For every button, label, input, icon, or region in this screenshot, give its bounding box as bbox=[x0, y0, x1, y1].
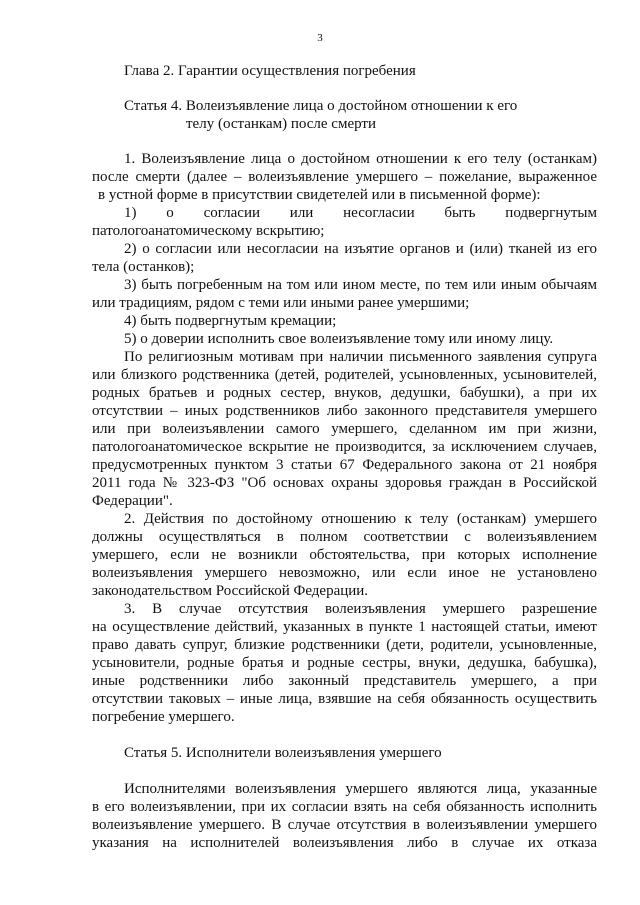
article-4-line: По религиозным мотивам при наличии письменного заявления супруга bbox=[124, 349, 597, 365]
article-4-line: или близкого родственника (детей, родителей, усыновленных, усыновителей, bbox=[92, 367, 597, 383]
article-5-line: волеизъявление умершего. В случае отсутствия в волеизъявлении умершего bbox=[92, 817, 597, 833]
article-4-line: родных братьев и родных сестер, внуков, дедушки, бабушки), а при их bbox=[92, 385, 597, 401]
article-4-line: патологоанатомическое вскрытие не производится, за исключением случаев, bbox=[92, 439, 597, 455]
article-4-line: в устной форме в присутствии свидетелей или в письменной форме): bbox=[98, 187, 541, 203]
article-4-title-line-1: Статья 4. Волеизъявление лица о достойном отношении к его bbox=[124, 98, 518, 114]
article-4-line: 5) о доверии исполнить свое волеизъявление тому или иному лицу. bbox=[124, 331, 554, 347]
article-4-line: умершего, если не возникли обстоятельства, при которых исполнение bbox=[92, 547, 597, 563]
article-4-line: 2) о согласии или несогласии на изъятие органов и (или) тканей из его bbox=[124, 241, 597, 257]
article-4-line: отсутствии – иных родственников либо законного представителя умершего bbox=[92, 403, 597, 419]
article-4-line: должны осуществляться в полном соответствии с волеизъявлением bbox=[92, 529, 597, 545]
article-4-line: предусмотренных пунктом 3 статьи 67 Федерального закона от 21 ноября bbox=[92, 457, 597, 473]
article-4-line: на осуществление действий, указанных в пункте 1 настоящей статьи, имеют bbox=[92, 619, 597, 635]
article-5-line: указания на исполнителей волеизъявления либо в случае их отказа bbox=[92, 835, 597, 851]
article-5-line: в его волеизъявлении, при их согласии взять на себя обязанность исполнить bbox=[92, 799, 597, 815]
article-5-title: Статья 5. Исполнители волеизъявления умершего bbox=[124, 745, 442, 761]
article-4-line: отсутствии таковых – иные лица, взявшие на себя обязанность осуществить bbox=[92, 691, 597, 707]
article-4-line: или при волеизъявлении самого умершего, сделанном им при жизни, bbox=[92, 421, 597, 437]
article-4-line: после смерти (далее – волеизъявление умершего – пожелание, выраженное bbox=[92, 169, 597, 185]
page-number: 3 bbox=[317, 32, 323, 44]
article-4-line: право давать супруг, близкие родственники (дети, родители, усыновленные, bbox=[92, 637, 597, 653]
article-4-line: патологоанатомическому вскрытию; bbox=[92, 223, 325, 239]
article-4-line: погребение умершего. bbox=[92, 709, 235, 725]
article-4-line: 3. В случае отсутствия волеизъявления умершего разрешение bbox=[124, 601, 597, 617]
article-4-line: 1. Волеизъявление лица о достойном отношении к его телу (останкам) bbox=[124, 151, 597, 167]
chapter-title: Глава 2. Гарантии осуществления погребения bbox=[124, 63, 416, 79]
article-4-line: или традициям, рядом с теми или иными ранее умершими; bbox=[92, 295, 470, 311]
article-4-line: иные родственники либо законный представитель умершего, а при bbox=[92, 673, 597, 689]
article-4-line: 3) быть погребенным на том или ином месте, по тем или иным обычаям bbox=[124, 277, 597, 293]
article-4-line: тела (останков); bbox=[92, 259, 195, 275]
article-4-title-line-2: телу (останкам) после смерти bbox=[186, 116, 376, 132]
article-4-line: Федерации". bbox=[92, 493, 173, 509]
article-4-line: 2011 года № 323-ФЗ "Об основах охраны здоровья граждан в Российской bbox=[92, 475, 597, 491]
article-4-line: 4) быть подвергнутым кремации; bbox=[124, 313, 337, 329]
article-4-line: 1) о согласии или несогласии быть подвергнутым bbox=[124, 205, 597, 221]
article-4-line: законодательством Российской Федерации. bbox=[92, 583, 369, 599]
article-4-line: 2. Действия по достойному отношению к телу (останкам) умершего bbox=[124, 511, 597, 527]
article-4-line: волеизъявления умершего невозможно, или если иное не установлено bbox=[92, 565, 597, 581]
article-4-line: усыновители, родные братья и родные сестры, внуки, дедушка, бабушка), bbox=[92, 655, 597, 671]
article-5-line: Исполнителями волеизъявления умершего являются лица, указанные bbox=[124, 781, 597, 797]
